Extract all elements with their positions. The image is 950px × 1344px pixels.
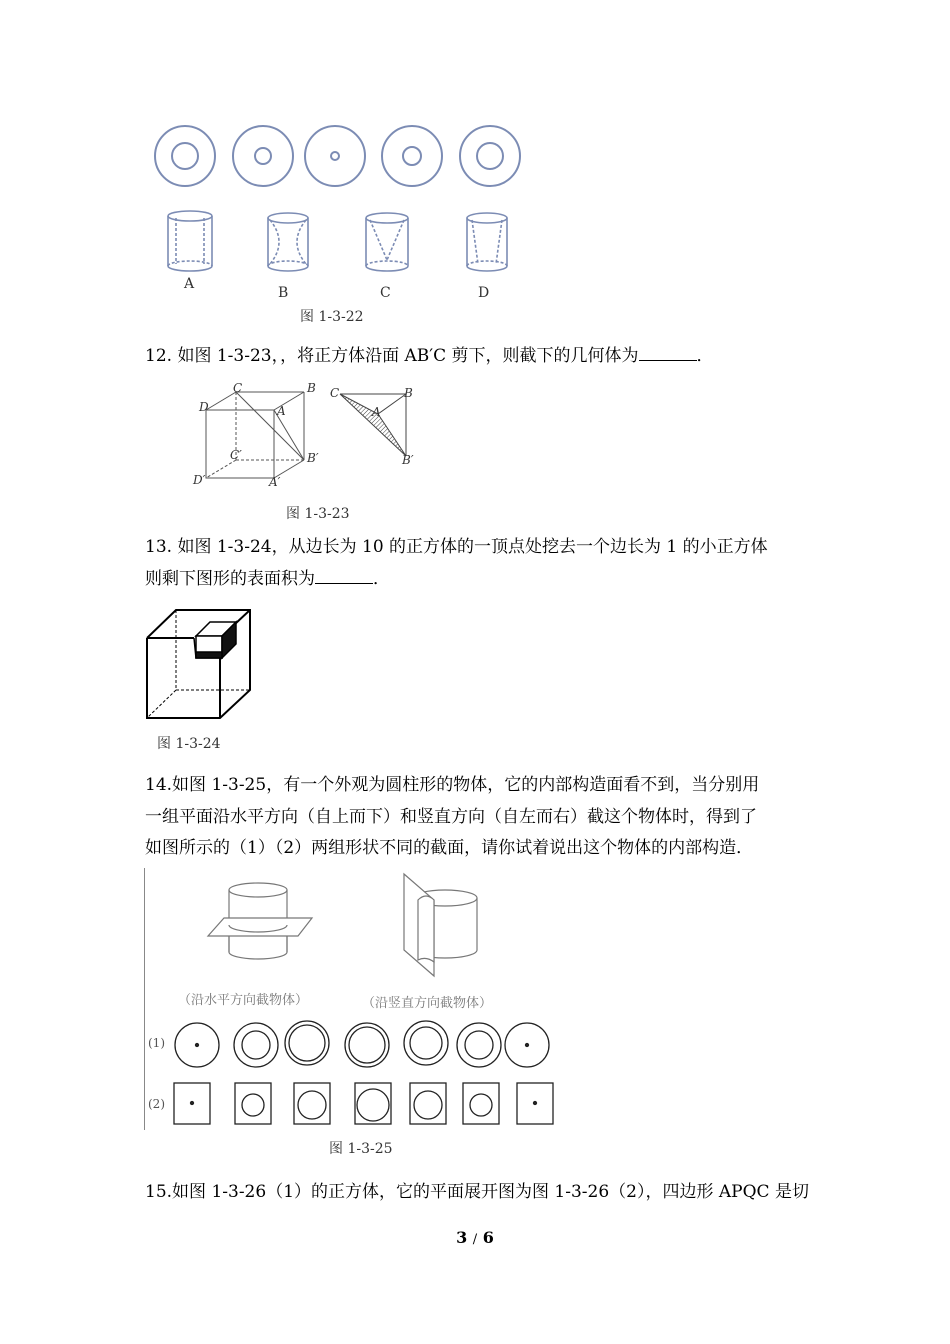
fig23-label-b2: B′ [307,451,319,465]
fig23-label-a: A [277,404,286,418]
fig23-label-c2: C′ [230,448,242,462]
q12-end: ． [696,346,714,366]
cylinder-d [467,213,507,271]
fig22-label-d: D [478,285,490,301]
fig23-label-d: D [199,400,209,414]
q13-end: ． [373,569,390,589]
fig22-rings [145,120,535,200]
ring-1 [155,126,215,186]
fig23-label-b: B [307,381,316,395]
fig22-label-b: B [278,285,289,301]
cylinder-a [168,211,212,271]
ring-2 [233,126,293,186]
fig23-caption: 图 1-3-23 [286,506,350,522]
fig23-piece-label-a: A [372,405,381,419]
ring-4 [382,126,442,186]
q14-line3: 如图所示的（1）（2）两组形状不同的截面，请你试着说出这个物体的内部构造． [145,838,754,858]
q13-text: 则剩下图形的表面积为 [145,569,315,589]
q13-line2 [145,567,390,591]
ring-3 [305,126,365,186]
page-total: 6 [482,1228,494,1247]
fig25-row2-label: (2) [148,1097,165,1111]
q14-line2: 一组平面沿水平方向（自上而下）和竖直方向（自左而右）截这个物体时，得到了 [145,807,757,827]
fig22-label-a: A [184,276,195,292]
page-current: 3 [456,1228,468,1247]
fig23-label-c: C [233,381,243,395]
fig25-horizontal-label: （沿水平方向截物体） [178,993,309,1008]
fig25-row1-label: (1) [148,1036,165,1050]
fig25-vertical-label: （沿竖直方向截物体） [362,996,493,1011]
fig25-row1-sections [170,1020,555,1070]
fig24-cube-with-notch [144,608,254,723]
fig23-cube [190,380,330,490]
cylinder-b [268,213,308,271]
fig25-left-border [144,868,145,1130]
page-number [0,1228,950,1247]
q12-answer-blank[interactable] [639,344,697,361]
fig23-label-a2: A′ [269,475,281,489]
fig25-horizontal-cut-diagram [200,880,330,970]
fig23-label-d2: D′ [193,473,206,487]
q14-line1: 14.如图 1-3-25，有一个外观为圆柱形的物体，它的内部构造面看不到，当分别用 [145,775,760,795]
fig25-caption: 图 1-3-25 [329,1141,393,1157]
ring-5 [460,126,520,186]
q12-text: 12. 如图 1-3-23，，将正方体沿面 AB′C 剪下，则截下的几何体为 [145,346,639,366]
fig23-piece-label-b: B [404,386,413,400]
fig25-row2-sections [170,1078,560,1128]
fig25-vertical-cut-diagram [390,870,500,980]
cylinder-c [366,213,408,271]
page-separator: / [472,1232,478,1247]
fig22-caption: 图 1-3-22 [300,309,364,325]
fig23-piece-label-b2: B′ [402,453,414,467]
fig22-label-c: C [380,285,391,301]
q12-line [145,344,714,368]
fig22-cylinders [160,208,530,278]
q13-line1: 13. 如图 1-3-24，从边长为 10 的正方体的一顶点处挖去一个边长为 1 的小正方体 [145,537,768,557]
fig24-caption: 图 1-3-24 [157,736,221,752]
q15-line: 15.如图 1-3-26（1）的正方体，它的平面展开图为图 1-3-26（2），四边形 APQC 是切 [145,1182,809,1202]
fig23-piece-label-c: C [330,386,340,400]
q13-answer-blank[interactable] [315,567,373,584]
